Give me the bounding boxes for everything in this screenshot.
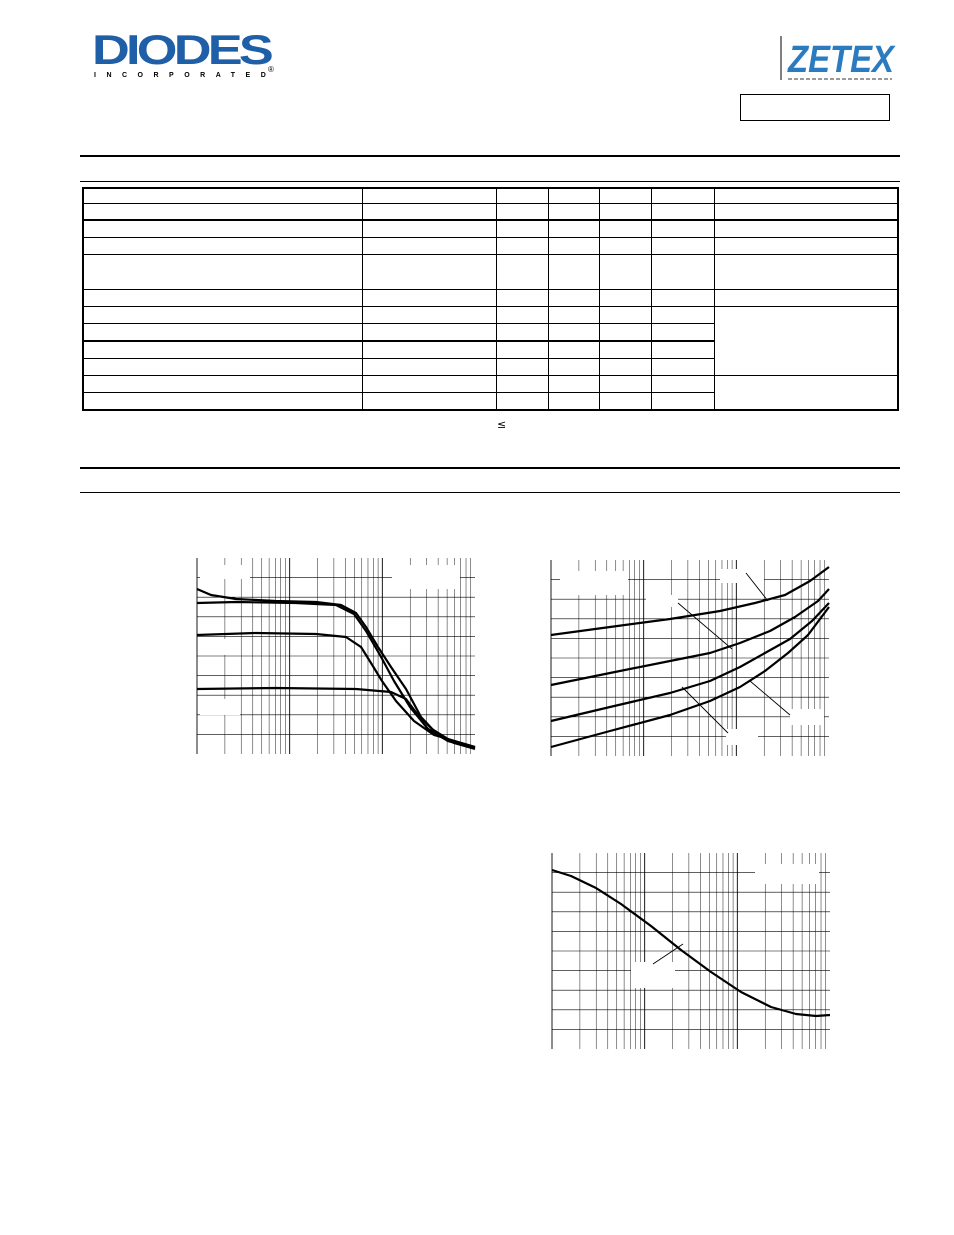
section-rule-curves-bottom <box>80 492 900 493</box>
svg-text:ZETEX: ZETEX <box>787 39 897 81</box>
label-mask <box>200 639 240 655</box>
table-row <box>83 307 898 324</box>
chart-2 <box>550 559 830 757</box>
table-row <box>83 255 898 289</box>
chart-1 <box>196 557 476 755</box>
label-mask <box>646 595 678 607</box>
curve <box>197 688 475 747</box>
electrical-characteristics-table <box>82 187 899 411</box>
chart-3-plot <box>551 852 831 1050</box>
callout-line <box>750 681 790 715</box>
callout-line <box>682 687 728 733</box>
table-row <box>83 188 898 203</box>
label-mask <box>726 729 758 745</box>
zetex-logo <box>778 34 898 82</box>
label-mask <box>392 565 460 589</box>
svg-text:DIODES: DIODES <box>92 26 273 73</box>
curve <box>551 589 829 685</box>
chart-1-plot <box>196 557 476 755</box>
table-row <box>83 203 898 220</box>
svg-text:®: ® <box>268 65 274 74</box>
table-note-symbol: ≤ <box>497 418 507 431</box>
label-mask <box>631 962 675 988</box>
section-rule-table <box>80 181 900 182</box>
label-mask <box>790 709 824 725</box>
label-mask <box>720 569 764 583</box>
label-mask <box>755 864 819 884</box>
label-mask <box>200 699 240 715</box>
section-rule-top <box>80 155 900 157</box>
callout-line <box>653 944 683 964</box>
table-row <box>83 220 898 237</box>
part-number-box <box>740 94 890 121</box>
chart-3 <box>551 852 831 1050</box>
label-mask <box>200 565 250 579</box>
diodes-logo <box>90 26 280 82</box>
svg-text:INCORPORATED: INCORPORATED <box>94 72 277 79</box>
section-rule-curves <box>80 467 900 469</box>
chart-2-plot <box>550 559 830 757</box>
table-row <box>83 289 898 306</box>
curve <box>197 589 475 749</box>
curve <box>197 602 475 748</box>
label-mask <box>560 571 628 595</box>
table-row <box>83 238 898 255</box>
table-row <box>83 375 898 392</box>
